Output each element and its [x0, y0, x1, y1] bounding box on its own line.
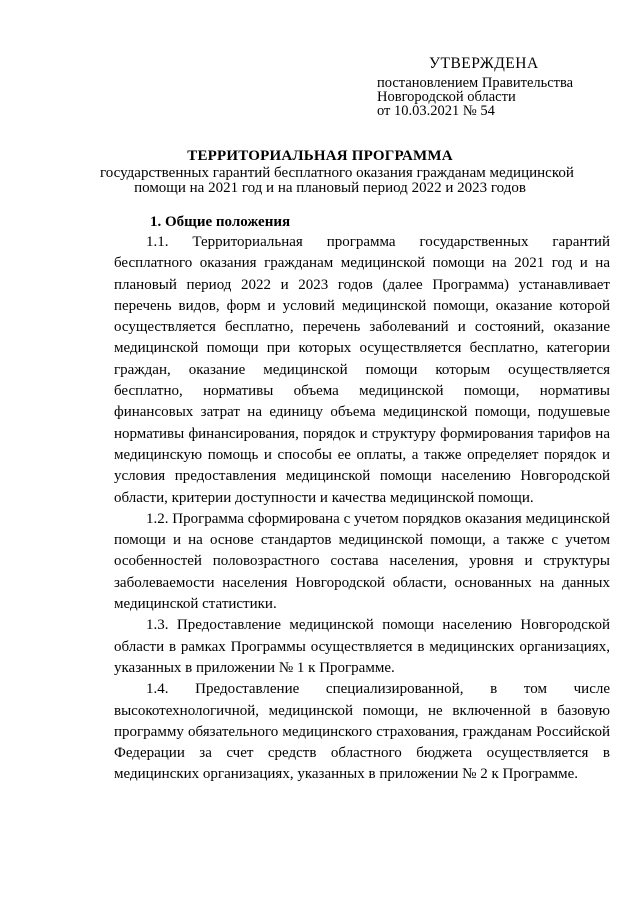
section-heading: 1. Общие положения — [150, 214, 291, 230]
section-body — [114, 232, 610, 786]
approval-line-region: Новгородской области — [377, 89, 516, 105]
paragraph-1-3: 1.3. Предоставление медицинской помощи населению Новгородской области в рамках Программы осуществляется в медицинских организациях, указанных в приложении № 1 к Программе. — [114, 617, 610, 676]
paragraph-1-4: 1.4. Предоставление специализированной, в том числе высокотехнологичной, медицинской помощи, не включенной в базовую программу обязательного медицинского страхования, гражданам Российской Федерации за счет средств областного бюджета осуществляется в медицинских организациях, указанных в приложении № 2 к Программе. — [114, 681, 610, 783]
approval-line-resolution: постановлением Правительства — [377, 75, 574, 91]
document-subtitle — [100, 165, 574, 196]
paragraph-1-1: 1.1. Территориальная программа государственных гарантий бесплатного оказания гражданам медицинской помощи на 2021 год и на плановый период 2022 и 2023 годов (далее Программа) устанавливает перечень видов, форм и условий медицинской помощи, оказание которой осуществляется бесплатно, перечень заболеваний и состояний, оказание медицинской помощи при которых осуществляется бесплатно, категории граждан, оказание медицинской помощи которым осуществляется бесплатно, нормативы объема медицинской помощи, нормативы финансовых затрат на единицу объема медицинской помощи, подушевые нормативы финансирования, порядок и структуру формирования тарифов на медицинскую помощь и способы ее оплаты, а также определяет порядок и условия предоставления медицинской помощи населению Новгородской области, критерии доступности и качества медицинской помощи. — [114, 234, 610, 506]
approval-line-date-number: от 10.03.2021 № 54 — [377, 103, 495, 119]
document-title: ТЕРРИТОРИАЛЬНАЯ ПРОГРАММА — [187, 148, 453, 164]
paragraph-1-2: 1.2. Программа сформирована с учетом порядков оказания медицинской помощи и на основе стандартов медицинской помощи, а также с учетом особенностей половозрастного состава населения, уровня и структуры заболеваемости населения Новгородской области, основанных на данных медицинской статистики. — [114, 510, 610, 613]
document-subtitle-line-1: государственных гарантий бесплатного оказания гражданам медицинской — [100, 165, 574, 181]
approval-details — [377, 76, 573, 118]
document-subtitle-line-2: помощи на 2021 год и на плановый период 2022 и 2023 годов — [134, 180, 526, 196]
approval-title: УТВЕРЖДЕНА — [429, 55, 539, 72]
